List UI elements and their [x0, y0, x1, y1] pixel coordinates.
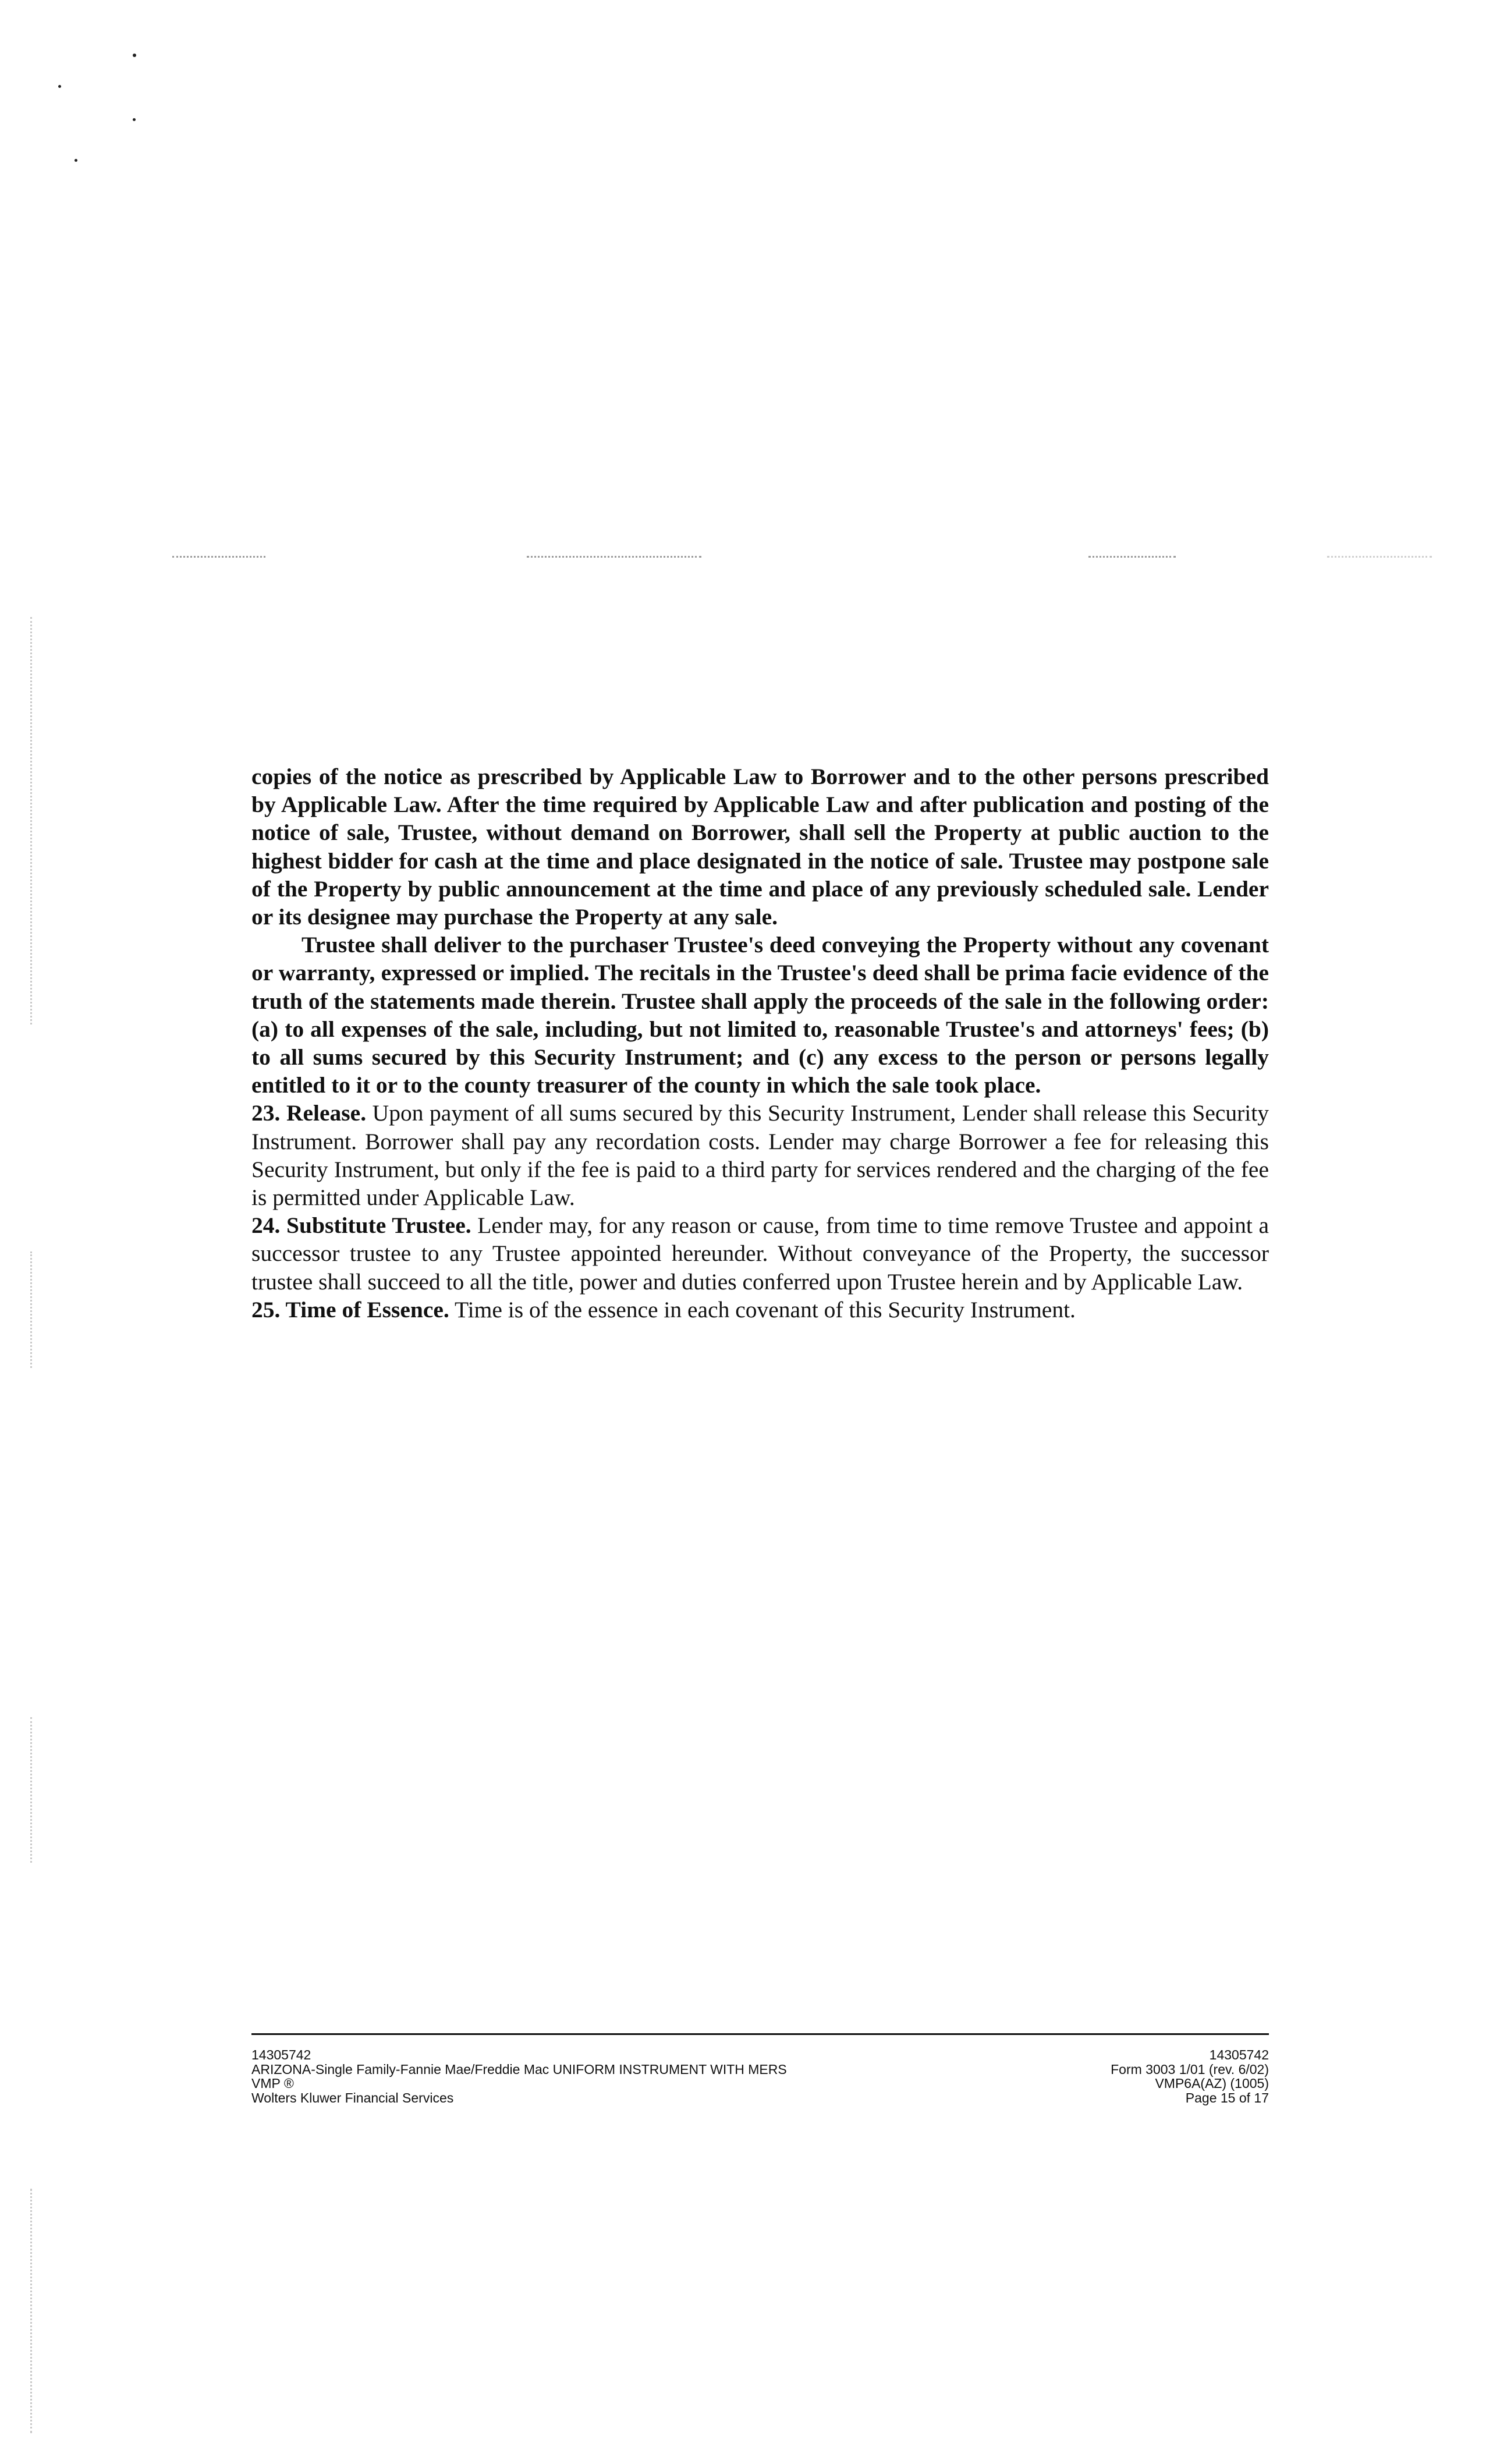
sale-section — [251, 763, 1269, 1099]
clause-text: Time is of the essence in each covenant of this Security Instrument. — [454, 1296, 1076, 1323]
clause-time-of-essence — [251, 1296, 1269, 1324]
footer-page-number: Page 15 of 17 — [1185, 2090, 1269, 2105]
continuation-paragraph: copies of the notice as prescribed by Applicable Law to Borrower and to the other persons prescribed by Applicable Law. After the time required by Applicable Law and after publication and posting of the notice of sale, Trustee, without demand on Borrower, shall sell the Property at public auction to the highest bidder for cash at the time and place designated in the notice of sale. Trustee may postpone sale of the Property by public announcement at the time and place of any previously scheduled sale. Lender or its designee may purchase the Property at any sale. — [251, 764, 1269, 930]
scan-edge-noise — [30, 1252, 32, 1368]
scan-speck — [75, 159, 77, 162]
clause-release — [251, 1099, 1269, 1211]
footer-right — [920, 2048, 1269, 2105]
scan-speck — [133, 118, 136, 121]
clause-text: Upon payment of all sums secured by this Security Instrument, Lender shall release this Security Instrument. Borrower shall pay any recordation costs. Lender may charge Borrower a fee for releasing this Security Instrument, but only if the fee is paid to a third party for services rendered and the charging of the fee is permitted under Applicable Law. — [251, 1100, 1269, 1211]
scan-line — [1327, 556, 1432, 558]
clause-substitute-trustee — [251, 1211, 1269, 1296]
scan-edge-noise — [30, 617, 32, 1024]
footer-form-title: ARIZONA-Single Family-Fannie Mae/Freddie Mac UNIFORM INSTRUMENT WITH MERS — [251, 2061, 787, 2077]
footer-divider — [251, 2033, 1269, 2035]
scan-edge-noise — [30, 2189, 32, 2433]
footer-publisher: Wolters Kluwer Financial Services — [251, 2090, 454, 2105]
scan-line — [527, 556, 701, 558]
footer-vmp: VMP ® — [251, 2076, 294, 2091]
scan-edge-noise — [30, 1717, 32, 1863]
clause-heading: 24. Substitute Trustee. — [251, 1212, 471, 1239]
scan-speck — [133, 54, 136, 57]
footer-vmp-code: VMP6A(AZ) (1005) — [1155, 2076, 1269, 2091]
document-body — [251, 763, 1269, 1324]
clause-heading: 23. Release. — [251, 1100, 367, 1126]
footer-loan-number-right: 14305742 — [1209, 2047, 1269, 2062]
clause-text: Lender may, for any reason or cause, from time to time remove Trustee and appoint a successor trustee to any Trustee appointed hereunder. Without conveyance of the Property, the successor trustee shall succeed to all the title, power and duties conferred upon Trustee herein and by Applicable Law. — [251, 1212, 1269, 1295]
trustee-deed-paragraph: Trustee shall deliver to the purchaser Trustee's deed conveying the Property without any covenant or warranty, expressed or implied. The recitals in the Trustee's deed shall be prima facie evidence of the truth of the statements made therein. Trustee shall apply the proceeds of the sale in the following order: (a) to all expenses of the sale, including, but not limited to, reasonable Trustee's and attorneys' fees; (b) to all sums secured by this Security Instrument; and (c) any excess to the person or persons legally entitled to it or to the county treasurer of the county in which the sale took place. — [251, 932, 1269, 1098]
footer-loan-number: 14305742 — [251, 2047, 311, 2062]
scan-line — [172, 556, 265, 558]
scan-speck — [58, 85, 61, 88]
footer-left — [251, 2048, 950, 2105]
clause-heading: 25. Time of Essence. — [251, 1296, 449, 1323]
scan-line — [1088, 556, 1176, 558]
footer-form-number: Form 3003 1/01 (rev. 6/02) — [1111, 2061, 1269, 2077]
